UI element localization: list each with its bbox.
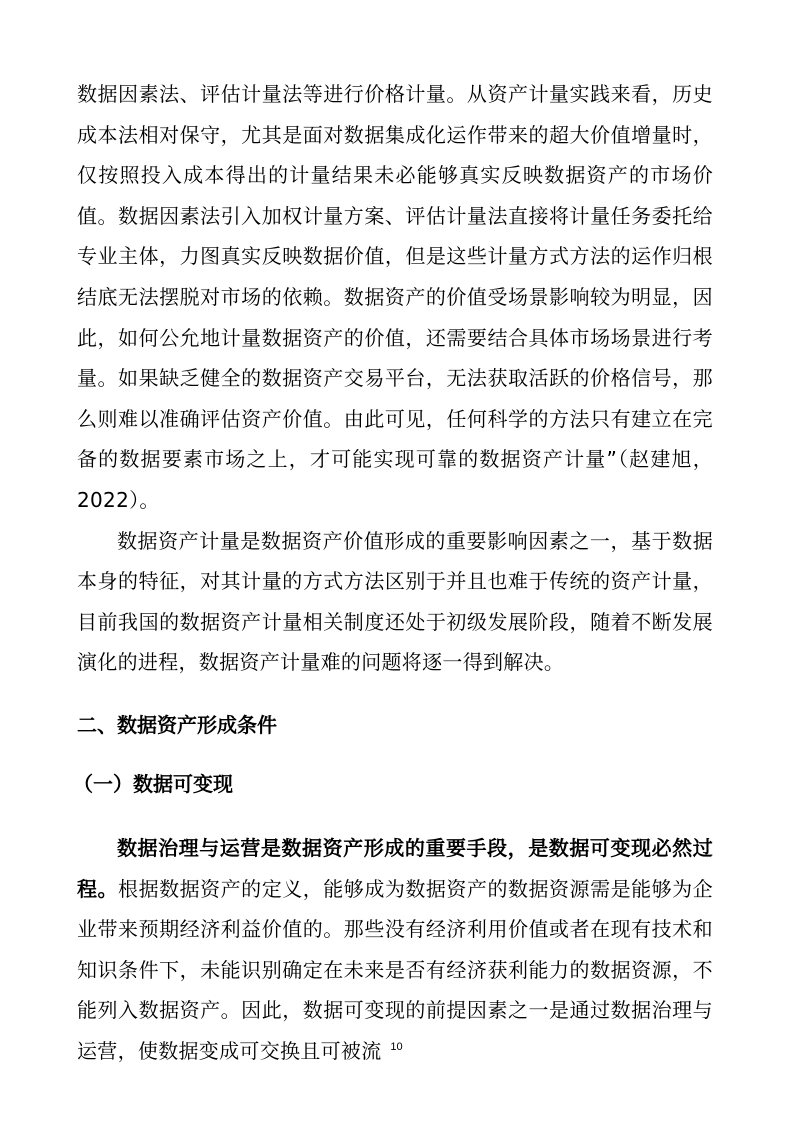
paragraph-1: 数据因素法、评估计量法等进行价格计量。从资产计量实践来看，历史成本法相对保守，尤其是面对数据集成化运作带来的超大价值增量时，仅按照投入成本得出的计量结果未必能够真实反映数据资产的市场价值。数据因素法引入加权计量方案、评估计量法直接将计量任务委托给专业主体，力图真实反映数据价值，但是这些计量方式方法的运作归根结底无法摆脱对市场的依赖。数据资产的价值受场景影响较为明显，因此，如何公允地计量数据资产的价值，还需要结合具体市场场景进行考量。如果缺乏健全的数据资产交易平台，无法获取活跃的价格信号，那么则难以准确评估资产价值。由此可见，任何科学的方法只有建立在完备的数据要素市场之上，才可能实现可靠的数据资产计量”（赵建旭，2022）。 — [77, 82, 713, 512]
section-heading: 二、数据资产形成条件 — [77, 712, 277, 737]
subsection-heading: （一）数据可变现 — [73, 771, 233, 796]
document-body — [73, 74, 713, 1071]
paragraph-3-body: 根据数据资产的定义，能够成为数据资产的数据资源需是能够为企业带来预期经济利益价值的。那些没有经济利用价值或者在现有技术和知识条件下，未能识别确定在未来是否有经济获利能力的数据资源，不能列入数据资产。因此，数据可变现的前提因素之一是通过数据治理与运营，使数据变成可交换且可被流 — [77, 876, 713, 1063]
paragraph-3-bold-lead: 数据治理与运营是数据资产形成的重要手段，是数据可变现必然过程。 — [77, 835, 713, 901]
page-number: 10 — [390, 1041, 403, 1053]
paragraph-2: 数据资产计量是数据资产价值形成的重要影响因素之一，基于数据本身的特征，对其计量的方式方法区别于并且也难于传统的资产计量，目前我国的数据资产计量相关制度还处于初级发展阶段，随着不断发展演化的进程，数据资产计量难的问题将逐一得到解决。 — [77, 528, 713, 675]
paragraph-3 — [77, 828, 713, 1072]
